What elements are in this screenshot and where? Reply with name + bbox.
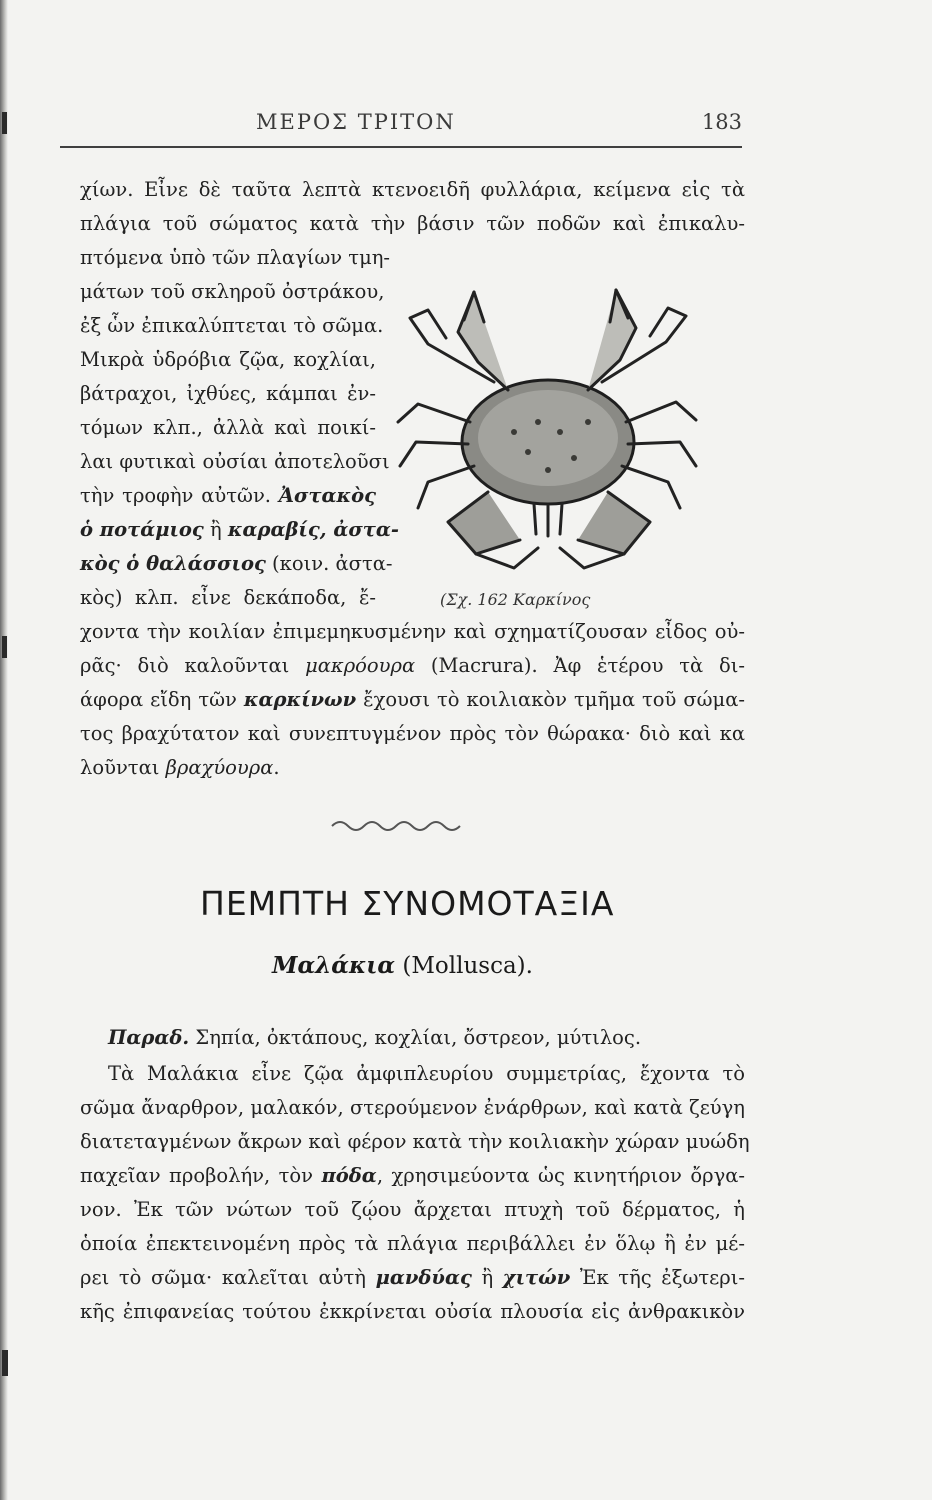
examples-text: Σηπία, ὀκτάπους, κοχλίαι, ὄστρεον, μύτιλος. — [189, 1026, 642, 1049]
crab-figure — [388, 272, 706, 578]
text-fragment: ἢ — [203, 518, 228, 541]
text-line — [80, 482, 376, 510]
term-italic: μακρόουρα — [305, 654, 416, 677]
text-fragment: λοῦνται — [80, 756, 166, 779]
text-fragment: ρει τὸ σῶμα· καλεῖται αὐτὴ — [80, 1266, 376, 1289]
text-line — [80, 686, 745, 714]
subtitle-rest: (Mollusca). — [395, 953, 533, 979]
text-line: διατεταγμένων ἄκρων καὶ φέρον κατὰ τὴν κοιλιακὴν χώραν μυώδη — [80, 1130, 750, 1153]
text-line — [80, 754, 280, 782]
text-line — [80, 652, 745, 680]
text-line: σῶμα ἄναρθρον, μαλακόν, στερούμενον ἐνάρθρων, καὶ κατὰ ζεύγη — [80, 1096, 745, 1119]
margin-mark — [2, 1350, 8, 1376]
section-title: ΠΕΜΠΤΗ ΣΥΝΟΜΟΤΑΞΙΑ — [200, 884, 615, 923]
term-italic: καρκίνων — [243, 688, 357, 711]
term-italic: ὁ ποτάμιος — [80, 518, 204, 541]
examples-line — [108, 1024, 641, 1052]
text-line: μάτων τοῦ σκληροῦ ὀστράκου, — [80, 280, 385, 303]
text-line — [80, 1162, 745, 1190]
section-ornament — [330, 814, 470, 838]
text-line: χοντα τὴν κοιλίαν ἐπιμεμηκυσμένην καὶ σχηματίζουσαν εἶδος οὐ- — [80, 620, 745, 643]
text-line: πλάγια τοῦ σώματος κατὰ τὴν βάσιν τῶν ποδῶν καὶ ἐπικαλυ- — [80, 212, 745, 235]
text-fragment: , χρησιμεύοντα ὡς κινητήριον ὄργα- — [376, 1164, 745, 1187]
text-fragment: . — [273, 756, 280, 779]
text-line: ἐξ ὧν ἐπικαλύπτεται τὸ σῶμα. — [80, 314, 384, 337]
margin-mark — [2, 636, 7, 658]
header-title: ΜΕΡΟΣ ΤΡΙΤΟΝ — [256, 110, 456, 134]
examples-label: Παραδ. — [108, 1026, 190, 1049]
text-line — [80, 516, 399, 544]
text-line: βάτραχοι, ἰχθύες, κάμπαι ἐν- — [80, 382, 376, 405]
term-italic: κὸς ὁ θαλάσσιος — [80, 552, 266, 575]
crab-icon — [388, 272, 706, 578]
text-fragment: ἔχουσι τὸ κοιλιακὸν τμῆμα τοῦ σώμα- — [356, 688, 745, 711]
text-line: χίων. Εἶνε δὲ ταῦτα λεπτὰ κτενοειδῆ φυλλάρια, κείμενα εἰς τὰ — [80, 178, 745, 201]
text-line: ὁποία ἐπεκτεινομένη πρὸς τὰ πλάγια περιβάλλει ἐν ὅλῳ ἢ ἐν μέ- — [80, 1232, 745, 1255]
text-line: κῆς ἐπιφανείας τούτου ἐκκρίνεται οὐσία πλουσία εἰς ἀνθρακικὸν — [80, 1300, 745, 1323]
text-line: Μικρὰ ὑδρόβια ζῷα, κοχλίαι, — [80, 348, 376, 371]
term-bold: μανδύας — [375, 1266, 472, 1289]
text-fragment: ἢ — [471, 1266, 503, 1289]
text-fragment: τὴν τροφὴν αὐτῶν. — [80, 484, 279, 507]
term-bold: πόδα — [321, 1164, 377, 1187]
text-line: λαι φυτικαὶ οὐσίαι ἀποτελοῦσι — [80, 450, 390, 473]
text-fragment: παχεῖαν προβολήν, τὸν — [80, 1164, 322, 1187]
section-subtitle — [272, 952, 533, 979]
term-italic: Ἀστακὸς — [278, 484, 376, 507]
header-rule — [60, 146, 742, 148]
running-header — [60, 104, 742, 144]
text-line: Τὰ Μαλάκια εἶνε ζῷα ἀμφιπλευρίου συμμετρίας, ἔχοντα τὸ — [108, 1062, 745, 1085]
text-line: νον. Ἐκ τῶν νώτων τοῦ ζῴου ἄρχεται πτυχὴ τοῦ δέρματος, ἡ — [80, 1198, 745, 1221]
text-line: τος βραχύτατον καὶ συνεπτυγμένον πρὸς τὸν θώρακα· διὸ καὶ κα — [80, 722, 745, 745]
subtitle-italic: Μαλάκια — [272, 952, 396, 979]
text-line: πτόμενα ὑπὸ τῶν πλαγίων τμη- — [80, 246, 391, 269]
term-italic: βραχύουρα — [165, 756, 274, 779]
text-line — [80, 1264, 745, 1292]
text-fragment: (κοιν. ἀστα- — [265, 552, 393, 575]
text-fragment: Ἐκ τῆς ἐξωτερι- — [570, 1266, 745, 1289]
page-number: 183 — [701, 110, 742, 134]
page-binding-edge — [0, 0, 8, 1500]
text-line: κὸς) κλπ. εἶνε δεκάποδα, ἔ- — [80, 586, 376, 609]
text-fragment: (Macrura). Ἀφ ἑτέρου τὰ δι- — [415, 654, 745, 677]
text-fragment: ρᾶς· διὸ καλοῦνται — [80, 654, 306, 677]
text-fragment: άφορα εἴδη τῶν — [80, 688, 244, 711]
figure-caption: (Σχ. 162 Καρκίνος — [440, 590, 591, 609]
term-bold: χιτών — [502, 1266, 571, 1289]
text-line — [80, 550, 393, 578]
text-line: τόμων κλπ., ἀλλὰ καὶ ποικί- — [80, 416, 376, 439]
term-italic: καραβίς, ἀστα- — [227, 518, 399, 541]
margin-mark — [2, 112, 7, 134]
